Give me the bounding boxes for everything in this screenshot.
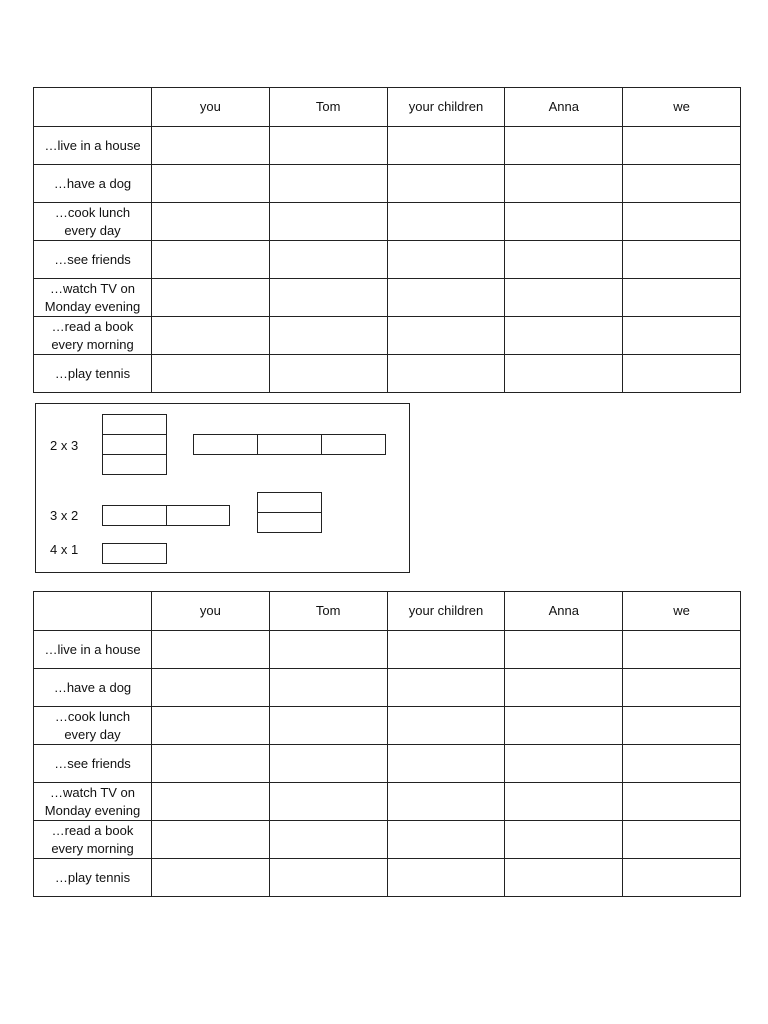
answer-cell[interactable] [387, 821, 505, 859]
answer-cell[interactable] [152, 783, 270, 821]
answer-cell[interactable] [505, 707, 623, 745]
answer-cell[interactable] [623, 279, 741, 317]
answer-cell[interactable] [505, 745, 623, 783]
layout-label-4x1: 4 x 1 [50, 542, 79, 557]
header-cell-tom: Tom [269, 88, 387, 127]
table-row [34, 669, 741, 707]
answer-cell[interactable] [269, 279, 387, 317]
answer-cell[interactable] [387, 707, 505, 745]
answer-cell[interactable] [269, 783, 387, 821]
answer-cell[interactable] [387, 241, 505, 279]
table-row [34, 203, 741, 241]
answer-cell[interactable] [623, 203, 741, 241]
table-row [34, 317, 741, 355]
layout-box [102, 505, 167, 526]
header-cell-your-children: your children [387, 88, 505, 127]
table-row [34, 821, 741, 859]
layout-box [257, 434, 322, 455]
answer-cell[interactable] [269, 745, 387, 783]
answer-cell[interactable] [387, 165, 505, 203]
answer-cell[interactable] [623, 669, 741, 707]
table-row [34, 241, 741, 279]
header-cell-anna: Anna [505, 592, 623, 631]
answer-cell[interactable] [387, 783, 505, 821]
answer-cell[interactable] [269, 859, 387, 897]
layout-box [166, 505, 230, 526]
answer-cell[interactable] [152, 669, 270, 707]
answer-cell[interactable] [623, 707, 741, 745]
survey-table-bottom [33, 591, 741, 897]
answer-cell[interactable] [505, 203, 623, 241]
survey-table-top [33, 87, 741, 393]
answer-cell[interactable] [623, 241, 741, 279]
row-label: …watch TV on Monday evening [34, 279, 152, 317]
table-row [34, 127, 741, 165]
layout-box [102, 543, 167, 564]
answer-cell[interactable] [269, 127, 387, 165]
answer-cell[interactable] [387, 745, 505, 783]
table-header-row [34, 592, 741, 631]
answer-cell[interactable] [152, 355, 270, 393]
row-label: …read a book every morning [34, 317, 152, 355]
table-row [34, 631, 741, 669]
row-label: …play tennis [34, 859, 152, 897]
row-label: …see friends [34, 745, 152, 783]
answer-cell[interactable] [623, 745, 741, 783]
answer-cell[interactable] [505, 127, 623, 165]
answer-cell[interactable] [152, 821, 270, 859]
layout-label-2x3: 2 x 3 [50, 438, 79, 453]
answer-cell[interactable] [623, 165, 741, 203]
table-row [34, 707, 741, 745]
answer-cell[interactable] [505, 165, 623, 203]
header-cell-we: we [623, 592, 741, 631]
answer-cell[interactable] [269, 355, 387, 393]
layout-box [102, 414, 167, 435]
header-cell-we: we [623, 88, 741, 127]
row-label: …play tennis [34, 355, 152, 393]
row-label: …have a dog [34, 669, 152, 707]
answer-cell[interactable] [505, 821, 623, 859]
header-cell-empty [34, 88, 152, 127]
answer-cell[interactable] [152, 745, 270, 783]
answer-cell[interactable] [387, 859, 505, 897]
answer-cell[interactable] [505, 241, 623, 279]
table-layout-key [35, 403, 410, 573]
answer-cell[interactable] [269, 669, 387, 707]
answer-cell[interactable] [152, 241, 270, 279]
layout-box [102, 454, 167, 475]
answer-cell[interactable] [623, 631, 741, 669]
answer-cell[interactable] [152, 707, 270, 745]
answer-cell[interactable] [152, 165, 270, 203]
row-label: …cook lunch every day [34, 707, 152, 745]
table-row [34, 859, 741, 897]
answer-cell[interactable] [269, 317, 387, 355]
layout-label-3x2: 3 x 2 [50, 508, 79, 523]
answer-cell[interactable] [152, 859, 270, 897]
answer-cell[interactable] [387, 203, 505, 241]
answer-cell[interactable] [505, 783, 623, 821]
header-cell-you: you [152, 88, 270, 127]
row-label: …see friends [34, 241, 152, 279]
answer-cell[interactable] [152, 279, 270, 317]
layout-box [257, 492, 322, 513]
layout-box [102, 434, 167, 455]
header-cell-empty [34, 592, 152, 631]
table-row [34, 279, 741, 317]
table-row [34, 745, 741, 783]
header-cell-tom: Tom [269, 592, 387, 631]
answer-cell[interactable] [152, 317, 270, 355]
answer-cell[interactable] [505, 279, 623, 317]
answer-cell[interactable] [387, 355, 505, 393]
answer-cell[interactable] [269, 165, 387, 203]
answer-cell[interactable] [387, 127, 505, 165]
layout-box [193, 434, 258, 455]
answer-cell[interactable] [269, 241, 387, 279]
answer-cell[interactable] [623, 859, 741, 897]
row-label: …cook lunch every day [34, 203, 152, 241]
answer-cell[interactable] [387, 317, 505, 355]
row-label: …live in a house [34, 127, 152, 165]
row-label: …watch TV on Monday evening [34, 783, 152, 821]
table-row [34, 355, 741, 393]
answer-cell[interactable] [152, 203, 270, 241]
answer-cell[interactable] [387, 279, 505, 317]
answer-cell[interactable] [623, 127, 741, 165]
answer-cell[interactable] [623, 355, 741, 393]
answer-cell[interactable] [269, 203, 387, 241]
answer-cell[interactable] [269, 631, 387, 669]
answer-cell[interactable] [152, 127, 270, 165]
table-row [34, 165, 741, 203]
header-cell-anna: Anna [505, 88, 623, 127]
answer-cell[interactable] [152, 631, 270, 669]
row-label: …have a dog [34, 165, 152, 203]
answer-cell[interactable] [505, 859, 623, 897]
answer-cell[interactable] [269, 821, 387, 859]
answer-cell[interactable] [387, 669, 505, 707]
layout-box [257, 512, 322, 533]
answer-cell[interactable] [505, 355, 623, 393]
answer-cell[interactable] [623, 783, 741, 821]
answer-cell[interactable] [505, 669, 623, 707]
layout-box [321, 434, 386, 455]
answer-cell[interactable] [623, 317, 741, 355]
answer-cell[interactable] [505, 317, 623, 355]
row-label: …read a book every morning [34, 821, 152, 859]
table-header-row [34, 88, 741, 127]
header-cell-you: you [152, 592, 270, 631]
answer-cell[interactable] [269, 707, 387, 745]
answer-cell[interactable] [387, 631, 505, 669]
row-label: …live in a house [34, 631, 152, 669]
answer-cell[interactable] [505, 631, 623, 669]
answer-cell[interactable] [623, 821, 741, 859]
header-cell-your-children: your children [387, 592, 505, 631]
table-row [34, 783, 741, 821]
